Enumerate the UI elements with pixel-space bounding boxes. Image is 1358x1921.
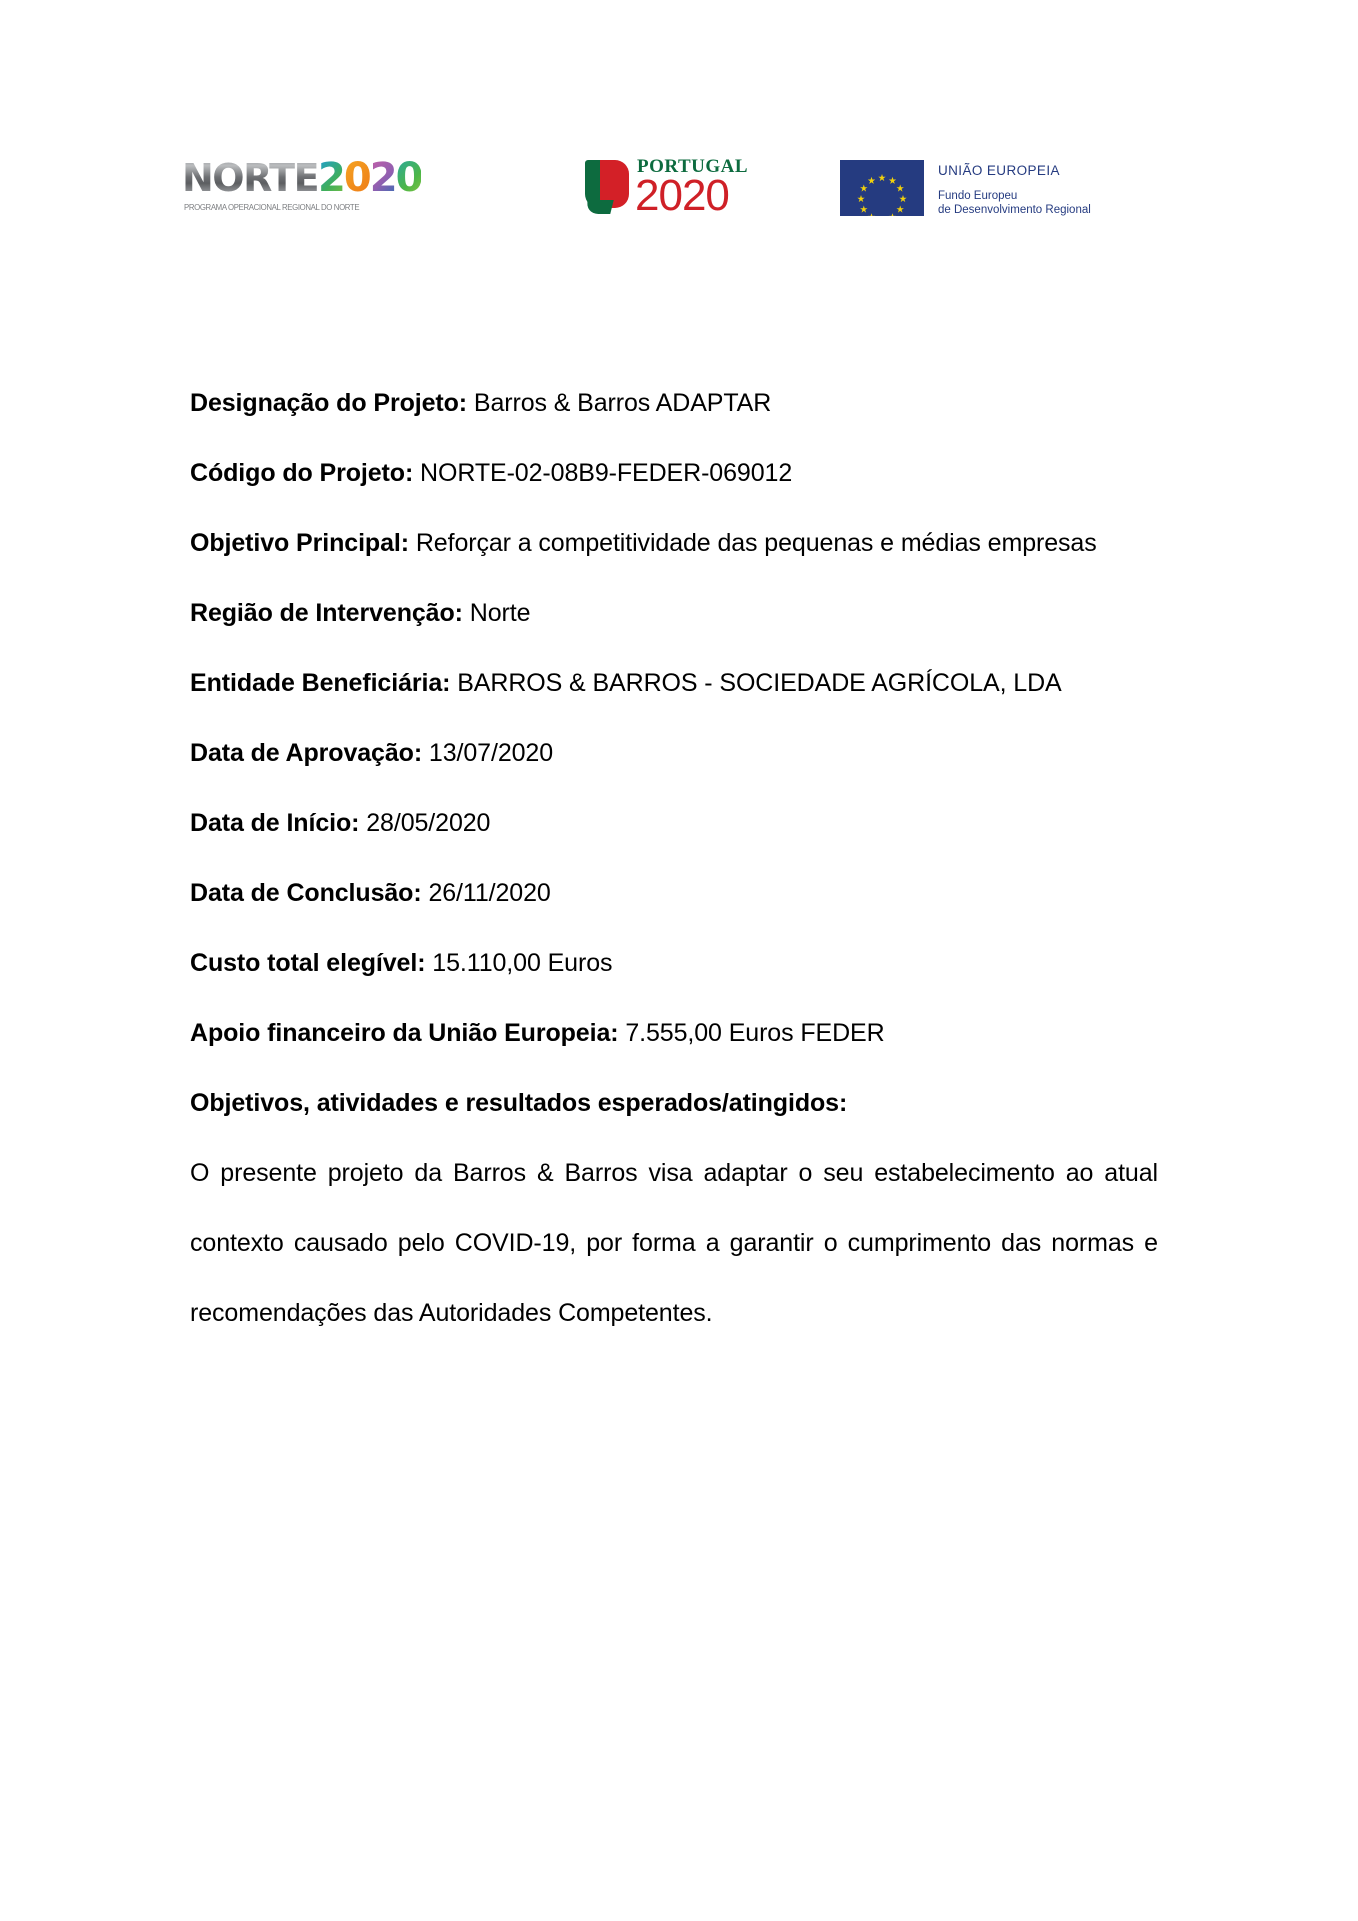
- field-objetivo: [190, 508, 1158, 578]
- field-data-conclusao-value: 26/11/2020: [428, 879, 551, 907]
- field-designacao-label: Designação do Projeto:: [190, 389, 468, 417]
- eu-flag-icon: [840, 160, 924, 216]
- field-codigo-label: Código do Projeto:: [190, 459, 414, 487]
- field-apoio-financeiro-value: 7.555,00 Euros FEDER: [625, 1019, 885, 1047]
- field-data-conclusao: [190, 858, 1158, 928]
- field-data-aprovacao: [190, 718, 1158, 788]
- field-objetivo-value: Reforçar a competitividade das pequenas e médias empresas: [415, 529, 1097, 557]
- portugal2020-logo: [585, 154, 749, 226]
- field-regiao-value: Norte: [469, 599, 531, 627]
- norte2020-digit-3: 2: [369, 155, 396, 201]
- norte2020-digit-1: 2: [318, 155, 344, 201]
- field-designacao-value: Barros & Barros ADAPTAR: [473, 389, 772, 417]
- eu-title: UNIÃO EUROPEIA: [938, 163, 1060, 178]
- field-entidade-value: BARROS & BARROS - SOCIEDADE AGRÍCOLA, LDA: [457, 669, 1062, 697]
- field-data-aprovacao-value: 13/07/2020: [428, 739, 554, 767]
- field-codigo-value: NORTE-02-08B9-FEDER-069012: [420, 459, 793, 487]
- portugal2020-wordmark: PORTUGAL: [637, 156, 749, 177]
- eu-subtitle-line1: Fundo Europeu: [938, 190, 1018, 202]
- field-regiao: [190, 578, 1158, 648]
- objetivos-body: O presente projeto da Barros & Barros visa adaptar o seu estabelecimento ao atual contexto causado pelo COVID-19, por forma a garantir o cumprimento das normas e recomendações das Autoridades Competentes.: [190, 1159, 1158, 1327]
- portugal2020-year: 2020: [635, 171, 729, 220]
- norte2020-subtitle: PROGRAMA OPERACIONAL REGIONAL DO NORTE: [184, 202, 360, 212]
- field-objetivo-label: Objetivo Principal:: [190, 529, 409, 557]
- uniao-europeia-logo: [840, 156, 1160, 228]
- field-codigo: [190, 438, 1158, 508]
- objetivos-heading: [190, 1068, 1158, 1138]
- field-data-inicio-value: 28/05/2020: [366, 809, 491, 837]
- eu-subtitle: [938, 189, 1091, 217]
- field-custo-total: [190, 928, 1158, 998]
- portugal-flag-icon: [585, 160, 629, 216]
- field-regiao-label: Região de Intervenção:: [190, 599, 463, 627]
- norte2020-logo: [182, 155, 438, 228]
- norte2020-digit-4: 0: [395, 155, 422, 201]
- norte2020-digit-2: 0: [343, 155, 370, 201]
- field-entidade-label: Entidade Beneficiária:: [190, 669, 451, 697]
- objetivos-heading-text: Objetivos, atividades e resultados esperados/atingidos:: [190, 1089, 848, 1117]
- norte2020-wordmark: [182, 155, 438, 201]
- field-data-aprovacao-label: Data de Aprovação:: [190, 739, 423, 767]
- eu-subtitle-line2: de Desenvolvimento Regional: [938, 204, 1091, 216]
- field-data-inicio-label: Data de Início:: [190, 809, 360, 837]
- field-data-inicio: [190, 788, 1158, 858]
- field-entidade: [190, 648, 1158, 718]
- field-designacao: [190, 368, 1158, 438]
- field-apoio-financeiro: [190, 998, 1158, 1068]
- norte2020-word-text: NORTE: [182, 156, 319, 200]
- field-apoio-financeiro-label: Apoio financeiro da União Europeia:: [190, 1019, 619, 1047]
- field-custo-total-label: Custo total elegível:: [190, 949, 426, 977]
- field-data-conclusao-label: Data de Conclusão:: [190, 879, 422, 907]
- project-details: [190, 368, 1158, 1348]
- field-custo-total-value: 15.110,00 Euros: [432, 949, 613, 977]
- logo-strip: [0, 150, 1358, 240]
